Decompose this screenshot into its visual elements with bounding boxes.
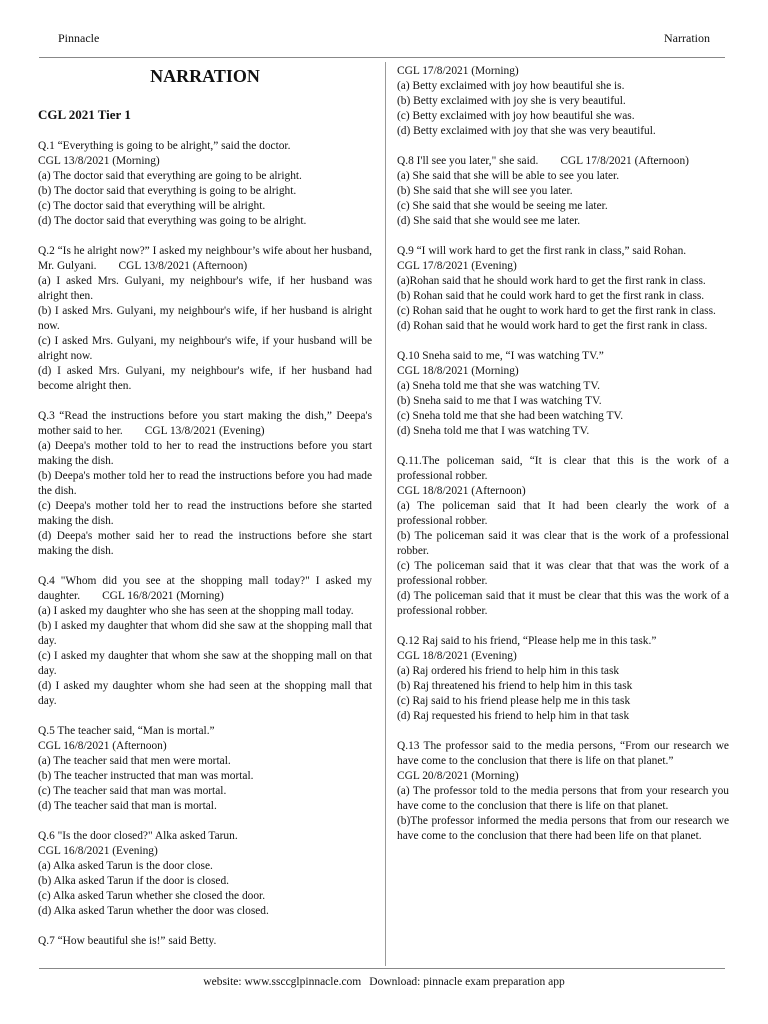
footer-download: Download: pinnacle exam preparation app — [369, 976, 565, 988]
question-text: Q.1 “Everything is going to be alright,” said the doctor. — [38, 140, 291, 152]
option-b: (b) The doctor said that everything is going to be alright. — [38, 185, 297, 197]
question-meta: CGL 16/8/2021 (Evening) — [38, 845, 158, 857]
option-b: (b) Alka asked Tarun if the door is closed. — [38, 875, 230, 887]
option-c: (c) The teacher said that man was mortal. — [38, 785, 227, 797]
option-a: (a) Betty exclaimed with joy how beautiful she is. — [397, 80, 625, 92]
question-7-continued — [397, 64, 729, 139]
option-d: (d) I asked my daughter whom she had seen at the shopping mall that day. — [38, 680, 372, 707]
footer-website[interactable]: website: www.ssccglpinnacle.com — [203, 976, 362, 988]
option-a: (a) Deepa's mother told to her to read the instructions before you start making the dish. — [38, 440, 372, 467]
question-meta: CGL 16/8/2021 (Morning) — [102, 590, 224, 602]
header-rule — [39, 57, 725, 58]
option-b: (b) I asked my daughter that whom did she saw at the shopping mall that day. — [38, 620, 372, 647]
option-a: (a)Rohan said that he should work hard to get the first rank in class. — [397, 275, 706, 287]
option-c: (c) Raj said to his friend please help me in this task — [397, 695, 631, 707]
option-d: (d) Rohan said that he would work hard to get the first rank in class. — [397, 320, 708, 332]
question-11 — [397, 454, 729, 619]
option-c: (c) The policeman said that it was clear that that was the work of a professional robber. — [397, 560, 729, 587]
question-meta: CGL 18/8/2021 (Evening) — [397, 650, 517, 662]
question-5 — [38, 724, 372, 814]
question-text: Q.6 "Is the door closed?" Alka asked Tarun. — [38, 830, 238, 842]
question-meta: CGL 13/8/2021 (Morning) — [38, 155, 160, 167]
option-a: (a) Sneha told me that she was watching TV. — [397, 380, 600, 392]
question-meta: CGL 17/8/2021 (Morning) — [397, 65, 519, 77]
question-4 — [38, 574, 372, 709]
question-text: Q.10 Sneha said to me, “I was watching TV.” — [397, 350, 604, 362]
question-text: Q.2 “Is he alright now?” I asked my neighbour’s wife about her husband, Mr. Gulyani. CGL 13/8/2021 (Afternoon) — [38, 245, 372, 272]
option-b: (b) I asked Mrs. Gulyani, my neighbour's wife, if her husband is alright now. — [38, 305, 372, 332]
option-c: (c) She said that she would be seeing me later. — [397, 200, 608, 212]
option-c: (c) The doctor said that everything will be alright. — [38, 200, 266, 212]
question-text: Q.5 The teacher said, “Man is mortal.” — [38, 725, 215, 737]
option-a: (a) The policeman said that It had been clearly the work of a professional robber. — [397, 500, 729, 527]
option-a: (a) Alka asked Tarun is the door close. — [38, 860, 213, 872]
question-1 — [38, 139, 372, 229]
option-b: (b) She said that she will see you later. — [397, 185, 573, 197]
option-b: (b) Rohan said that he could work hard to get the first rank in class. — [397, 290, 705, 302]
question-meta: CGL 17/8/2021 (Evening) — [397, 260, 517, 272]
question-meta: CGL 18/8/2021 (Morning) — [397, 365, 519, 377]
question-meta: CGL 13/8/2021 (Afternoon) — [118, 260, 248, 272]
question-meta: CGL 18/8/2021 (Afternoon) — [397, 485, 526, 497]
right-column — [397, 64, 729, 859]
option-d: (d) Raj requested his friend to help him in that task — [397, 710, 630, 722]
question-text: Q.8 I'll see you later," she said. CGL 17/8/2021 (Afternoon) — [397, 155, 689, 167]
question-meta: CGL 16/8/2021 (Afternoon) — [38, 740, 167, 752]
question-12 — [397, 634, 729, 724]
option-a: (a) I asked Mrs. Gulyani, my neighbour's wife, if her husband was alright then. — [38, 275, 372, 302]
column-divider — [385, 62, 386, 966]
footer-rule — [39, 968, 725, 969]
option-b: (b) The policeman said it was clear that is the work of a professional robber. — [397, 530, 729, 557]
option-a: (a) She said that she will be able to see you later. — [397, 170, 620, 182]
section-heading: CGL 2021 Tier 1 — [38, 107, 131, 122]
option-b: (b) The teacher instructed that man was mortal. — [38, 770, 254, 782]
header-brand: Pinnacle — [58, 31, 100, 45]
question-8 — [397, 154, 729, 229]
question-text: Q.13 The professor said to the media persons, “From our research we have come to the conclusion that there is life on that planet.” — [397, 740, 729, 767]
question-text: Q.3 “Read the instructions before you start making the dish,” Deepa's mother said to her. CGL 13/8/2021 (Evening) — [38, 410, 372, 437]
option-b: (b) Betty exclaimed with joy she is very beautiful. — [397, 95, 626, 107]
page-title: NARRATION — [150, 66, 260, 86]
option-c: (c) Betty exclaimed with joy how beautiful she was. — [397, 110, 635, 122]
question-text: Q.12 Raj said to his friend, “Please help me in this task.” — [397, 635, 657, 647]
header-topic: Narration — [664, 31, 710, 45]
option-c: (c) Alka asked Tarun whether she closed the door. — [38, 890, 266, 902]
option-d: (d) The teacher said that man is mortal. — [38, 800, 217, 812]
option-c: (c) Sneha told me that she had been watching TV. — [397, 410, 624, 422]
option-c: (c) I asked Mrs. Gulyani, my neighbour's wife, if your husband will be alright now. — [38, 335, 372, 362]
option-c: (c) I asked my daughter that whom she saw at the shopping mall on that day. — [38, 650, 372, 677]
question-meta: CGL 17/8/2021 (Afternoon) — [560, 155, 689, 167]
question-meta: CGL 13/8/2021 (Evening) — [144, 425, 265, 437]
option-d: (d) I asked Mrs. Gulyani, my neighbour's wife, if her husband had become alright then. — [38, 365, 372, 392]
question-7 — [38, 934, 372, 949]
option-b: (b) Raj threatened his friend to help him in this task — [397, 680, 633, 692]
question-meta: CGL 20/8/2021 (Morning) — [397, 770, 519, 782]
option-c: (c) Deepa's mother told her to read the instructions before she started making the dish. — [38, 500, 372, 527]
option-a: (a) Raj ordered his friend to help him in this task — [397, 665, 620, 677]
option-a: (a) The teacher said that men were mortal. — [38, 755, 231, 767]
option-b: (b)The professor informed the media persons that from our research we have come to the conclusion that there had been life on that planet. — [397, 815, 729, 842]
question-6 — [38, 829, 372, 919]
question-text: Q.4 "Whom did you see at the shopping mall today?" I asked my daughter. CGL 16/8/2021 (Morning) — [38, 575, 372, 602]
question-10 — [397, 349, 729, 439]
option-d: (d) Betty exclaimed with joy that she was very beautiful. — [397, 125, 656, 137]
page-footer — [0, 976, 768, 988]
question-3 — [38, 409, 372, 559]
question-text: Q.7 “How beautiful she is!” said Betty. — [38, 935, 217, 947]
option-c: (c) Rohan said that he ought to work hard to get the first rank in class. — [397, 305, 716, 317]
option-d: (d) Deepa's mother said her to read the instructions before she start making the dish. — [38, 530, 372, 557]
page-header — [0, 31, 768, 47]
question-9 — [397, 244, 729, 334]
option-d: (d) Alka asked Tarun whether the door was closed. — [38, 905, 269, 917]
option-a: (a) The professor told to the media persons that from your research you have come to the conclusion that there is life on that planet. — [397, 785, 729, 812]
option-a: (a) I asked my daughter who she has seen at the shopping mall today. — [38, 605, 354, 617]
option-b: (b) Sneha said to me that I was watching TV. — [397, 395, 602, 407]
option-d: (d) The doctor said that everything was going to be alright. — [38, 215, 307, 227]
question-text: Q.11.The policeman said, “It is clear that this is the work of a professional robber. — [397, 455, 729, 482]
question-text: Q.9 “I will work hard to get the first rank in class,” said Rohan. — [397, 245, 687, 257]
option-b: (b) Deepa's mother told her to read the instructions before you had made the dish. — [38, 470, 372, 497]
option-a: (a) The doctor said that everything are going to be alright. — [38, 170, 302, 182]
option-d: (d) The policeman said that it must be clear that this was the work of a professional robber. — [397, 590, 729, 617]
option-d: (d) Sneha told me that I was watching TV. — [397, 425, 590, 437]
question-13 — [397, 739, 729, 844]
left-column — [38, 64, 372, 964]
question-2 — [38, 244, 372, 394]
option-d: (d) She said that she would see me later. — [397, 215, 581, 227]
